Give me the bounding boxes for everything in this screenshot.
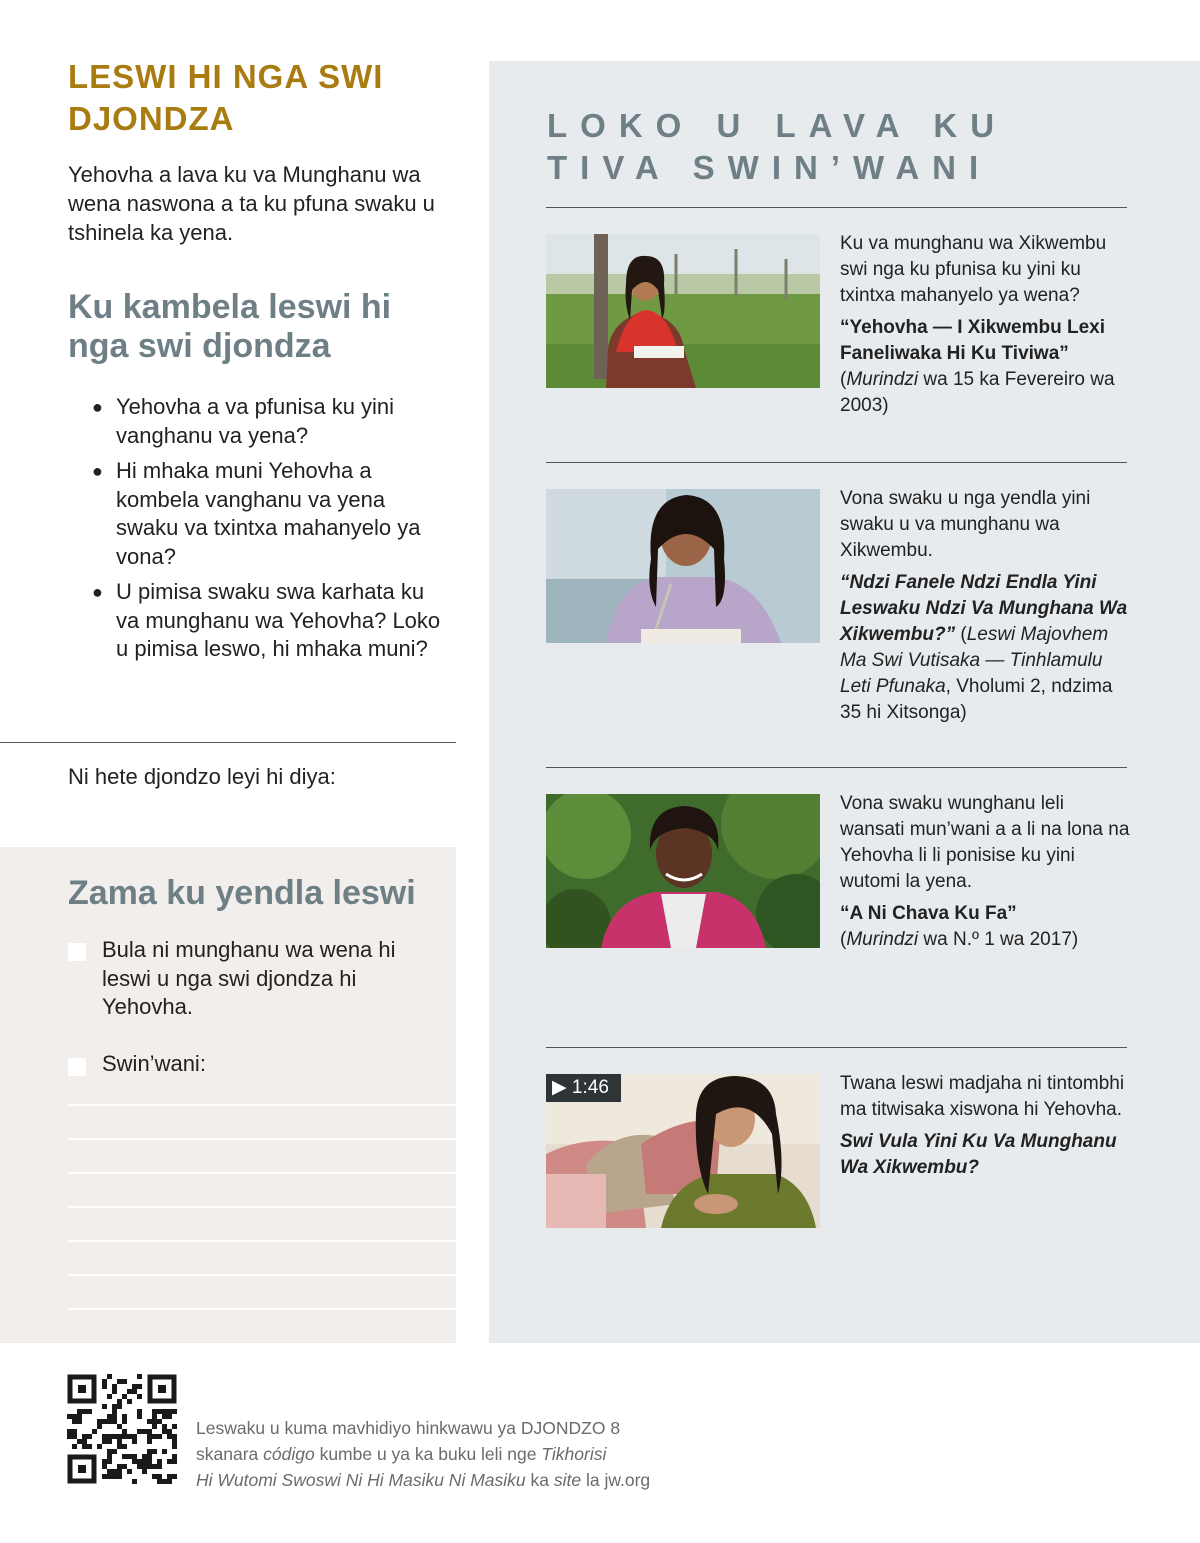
resource-text xyxy=(840,791,1130,953)
bullet-icon: ● xyxy=(92,397,103,417)
review-heading: Ku kambela leswi hi nga swi djondza xyxy=(68,288,392,365)
task-label: Bula ni munghanu wa wena hi leswi u nga swi djondza hi Yehovha. xyxy=(102,937,396,1019)
divider xyxy=(546,1047,1127,1048)
publication-name: Murindzi xyxy=(846,369,919,390)
divider xyxy=(546,767,1127,768)
resource-text xyxy=(840,1071,1130,1181)
article-title: “Ndzi Fanele Ndzi Endla Yini Leswaku Ndzi Va Munghana Wa Xikwembu?” xyxy=(840,572,1128,645)
writing-line[interactable] xyxy=(68,1308,456,1310)
other-checkbox[interactable] xyxy=(68,1058,86,1076)
book-title: Hi Wutomi Swoswi Ni Hi Masiku Ni Masiku xyxy=(196,1470,526,1490)
divider xyxy=(0,742,456,743)
footer-line: Hi Wutomi Swoswi Ni Hi Masiku Ni Masiku ka site la jw.org xyxy=(196,1470,651,1490)
resource-description: Vona swaku u nga yendla yini swaku u va munghanu wa Xikwembu. xyxy=(840,488,1091,561)
try-this-heading: Zama ku yendla leswi xyxy=(68,874,416,912)
publication-name: Leswi Majovhem Ma Swi Vutisaka — Tinhlamulu Leti Pfunaka xyxy=(840,624,1109,697)
writing-line[interactable] xyxy=(68,1138,456,1140)
resource-reference[interactable]: “Yehovha — I Xikwembu Lexi Faneliwaka Hi Ku Tiviwa” (Murindzi wa 15 ka Fevereiro wa 2003) xyxy=(840,317,1115,416)
review-question: ● U pimisa swaku swa karhata ku va munghanu wa Yehovha? Loko u pimisa leswo, hi mhaka muni? xyxy=(92,579,441,661)
resource-text xyxy=(840,231,1130,419)
divider xyxy=(546,207,1127,208)
writing-line[interactable] xyxy=(68,1240,456,1242)
resource-text xyxy=(840,486,1130,726)
article-title: “Yehovha — I Xikwembu Lexi Faneliwaka Hi Ku Tiviwa” xyxy=(840,317,1106,364)
video-title-link[interactable]: Swi Vula Yini Ku Va Munghanu Wa Xikwembu? xyxy=(840,1131,1117,1178)
book-title: Tikhorisi xyxy=(541,1444,607,1464)
footer-instructions xyxy=(196,1415,756,1493)
smiling-woman-photo[interactable] xyxy=(546,794,820,948)
review-question: ● Yehovha a va pfunisa ku yini vanghanu va yena? xyxy=(92,394,395,448)
qr-code-graphic xyxy=(67,1374,177,1484)
divider xyxy=(546,462,1127,463)
bullet-icon: ● xyxy=(92,582,103,602)
resource-reference[interactable]: “A Ni Chava Ku Fa” (Murindzi wa N.º 1 wa 2017) xyxy=(840,903,1079,950)
resource-reference[interactable]: “Ndzi Fanele Ndzi Endla Yini Leswaku Ndzi Va Munghana Wa Xikwembu?” (Leswi Majovhem Ma Swi Vutisaka — Tinhlamulu Leti Pfunaka, Vholumi 2, ndzima 35 hi Xitsonga) xyxy=(840,572,1128,723)
resource-description: Vona swaku wunghanu leli wansati mun’wani a a li na lona na Yehovha li li ponisise ku yini wutomi la yena. xyxy=(840,793,1130,892)
photo-illustration xyxy=(546,794,820,948)
completion-date-label: Ni hete djondzo leyi hi diya: xyxy=(68,764,336,789)
publication-name: Murindzi xyxy=(846,929,919,950)
try-this-panel xyxy=(0,847,456,1343)
summary-title: LESWI HI NGA SWI DJONDZA xyxy=(68,58,384,137)
writing-line[interactable] xyxy=(68,1274,456,1276)
qr-code[interactable] xyxy=(67,1374,177,1484)
summary-body: Yehovha a lava ku va Munghanu wa wena naswona a ta ku pfuna swaku u tshinela ka yena. xyxy=(68,162,435,245)
video-duration: 1:46 xyxy=(571,1077,609,1098)
play-icon: ▶ xyxy=(552,1077,567,1098)
resource-description: Ku va munghanu wa Xikwembu swi nga ku pfunisa ku yini ku txintxa mahanyelo ya wena? xyxy=(840,233,1107,306)
photo-illustration xyxy=(546,489,820,643)
woman-reading-outdoors-photo[interactable] xyxy=(546,234,820,388)
review-question: ● Hi mhaka muni Yehovha a kombela vanghanu va yena swaku va txintxa mahanyelo ya vona? xyxy=(92,458,421,569)
photo-illustration xyxy=(546,234,820,388)
writing-line[interactable] xyxy=(68,1104,456,1106)
other-label: Swin’wani: xyxy=(102,1051,206,1076)
writing-line[interactable] xyxy=(68,1172,456,1174)
resource-description: Twana leswi madjaha ni tintombhi ma titwisaka xiswona hi Yehovha. xyxy=(840,1073,1125,1120)
explore-panel xyxy=(489,61,1200,1343)
video-thumbnail[interactable] xyxy=(546,1074,820,1228)
publication-details: , Vholumi 2, ndzima 35 hi Xitsonga) xyxy=(840,676,1113,723)
article-title: “A Ni Chava Ku Fa” xyxy=(840,903,1017,924)
bullet-icon: ● xyxy=(92,461,103,481)
footer-line: Leswaku u kuma mavhidiyo hinkwawu ya DJONDZO 8 xyxy=(196,1418,621,1438)
video-duration-badge[interactable] xyxy=(546,1074,621,1102)
footer-line: skanara código kumbe u ya ka buku leli nge Tikhorisi xyxy=(196,1444,607,1464)
writing-line[interactable] xyxy=(68,1206,456,1208)
woman-studying-photo[interactable] xyxy=(546,489,820,643)
issue-date: wa 15 ka Fevereiro wa 2003) xyxy=(840,369,1115,416)
review-question-list xyxy=(92,393,452,671)
explore-title: LOKO U LAVA KU TIVA SWIN’WANI xyxy=(547,107,1008,186)
task-checkbox[interactable] xyxy=(68,943,86,961)
issue-date: wa N.º 1 wa 2017) xyxy=(918,929,1079,950)
website-link[interactable]: la jw.org xyxy=(581,1470,651,1490)
